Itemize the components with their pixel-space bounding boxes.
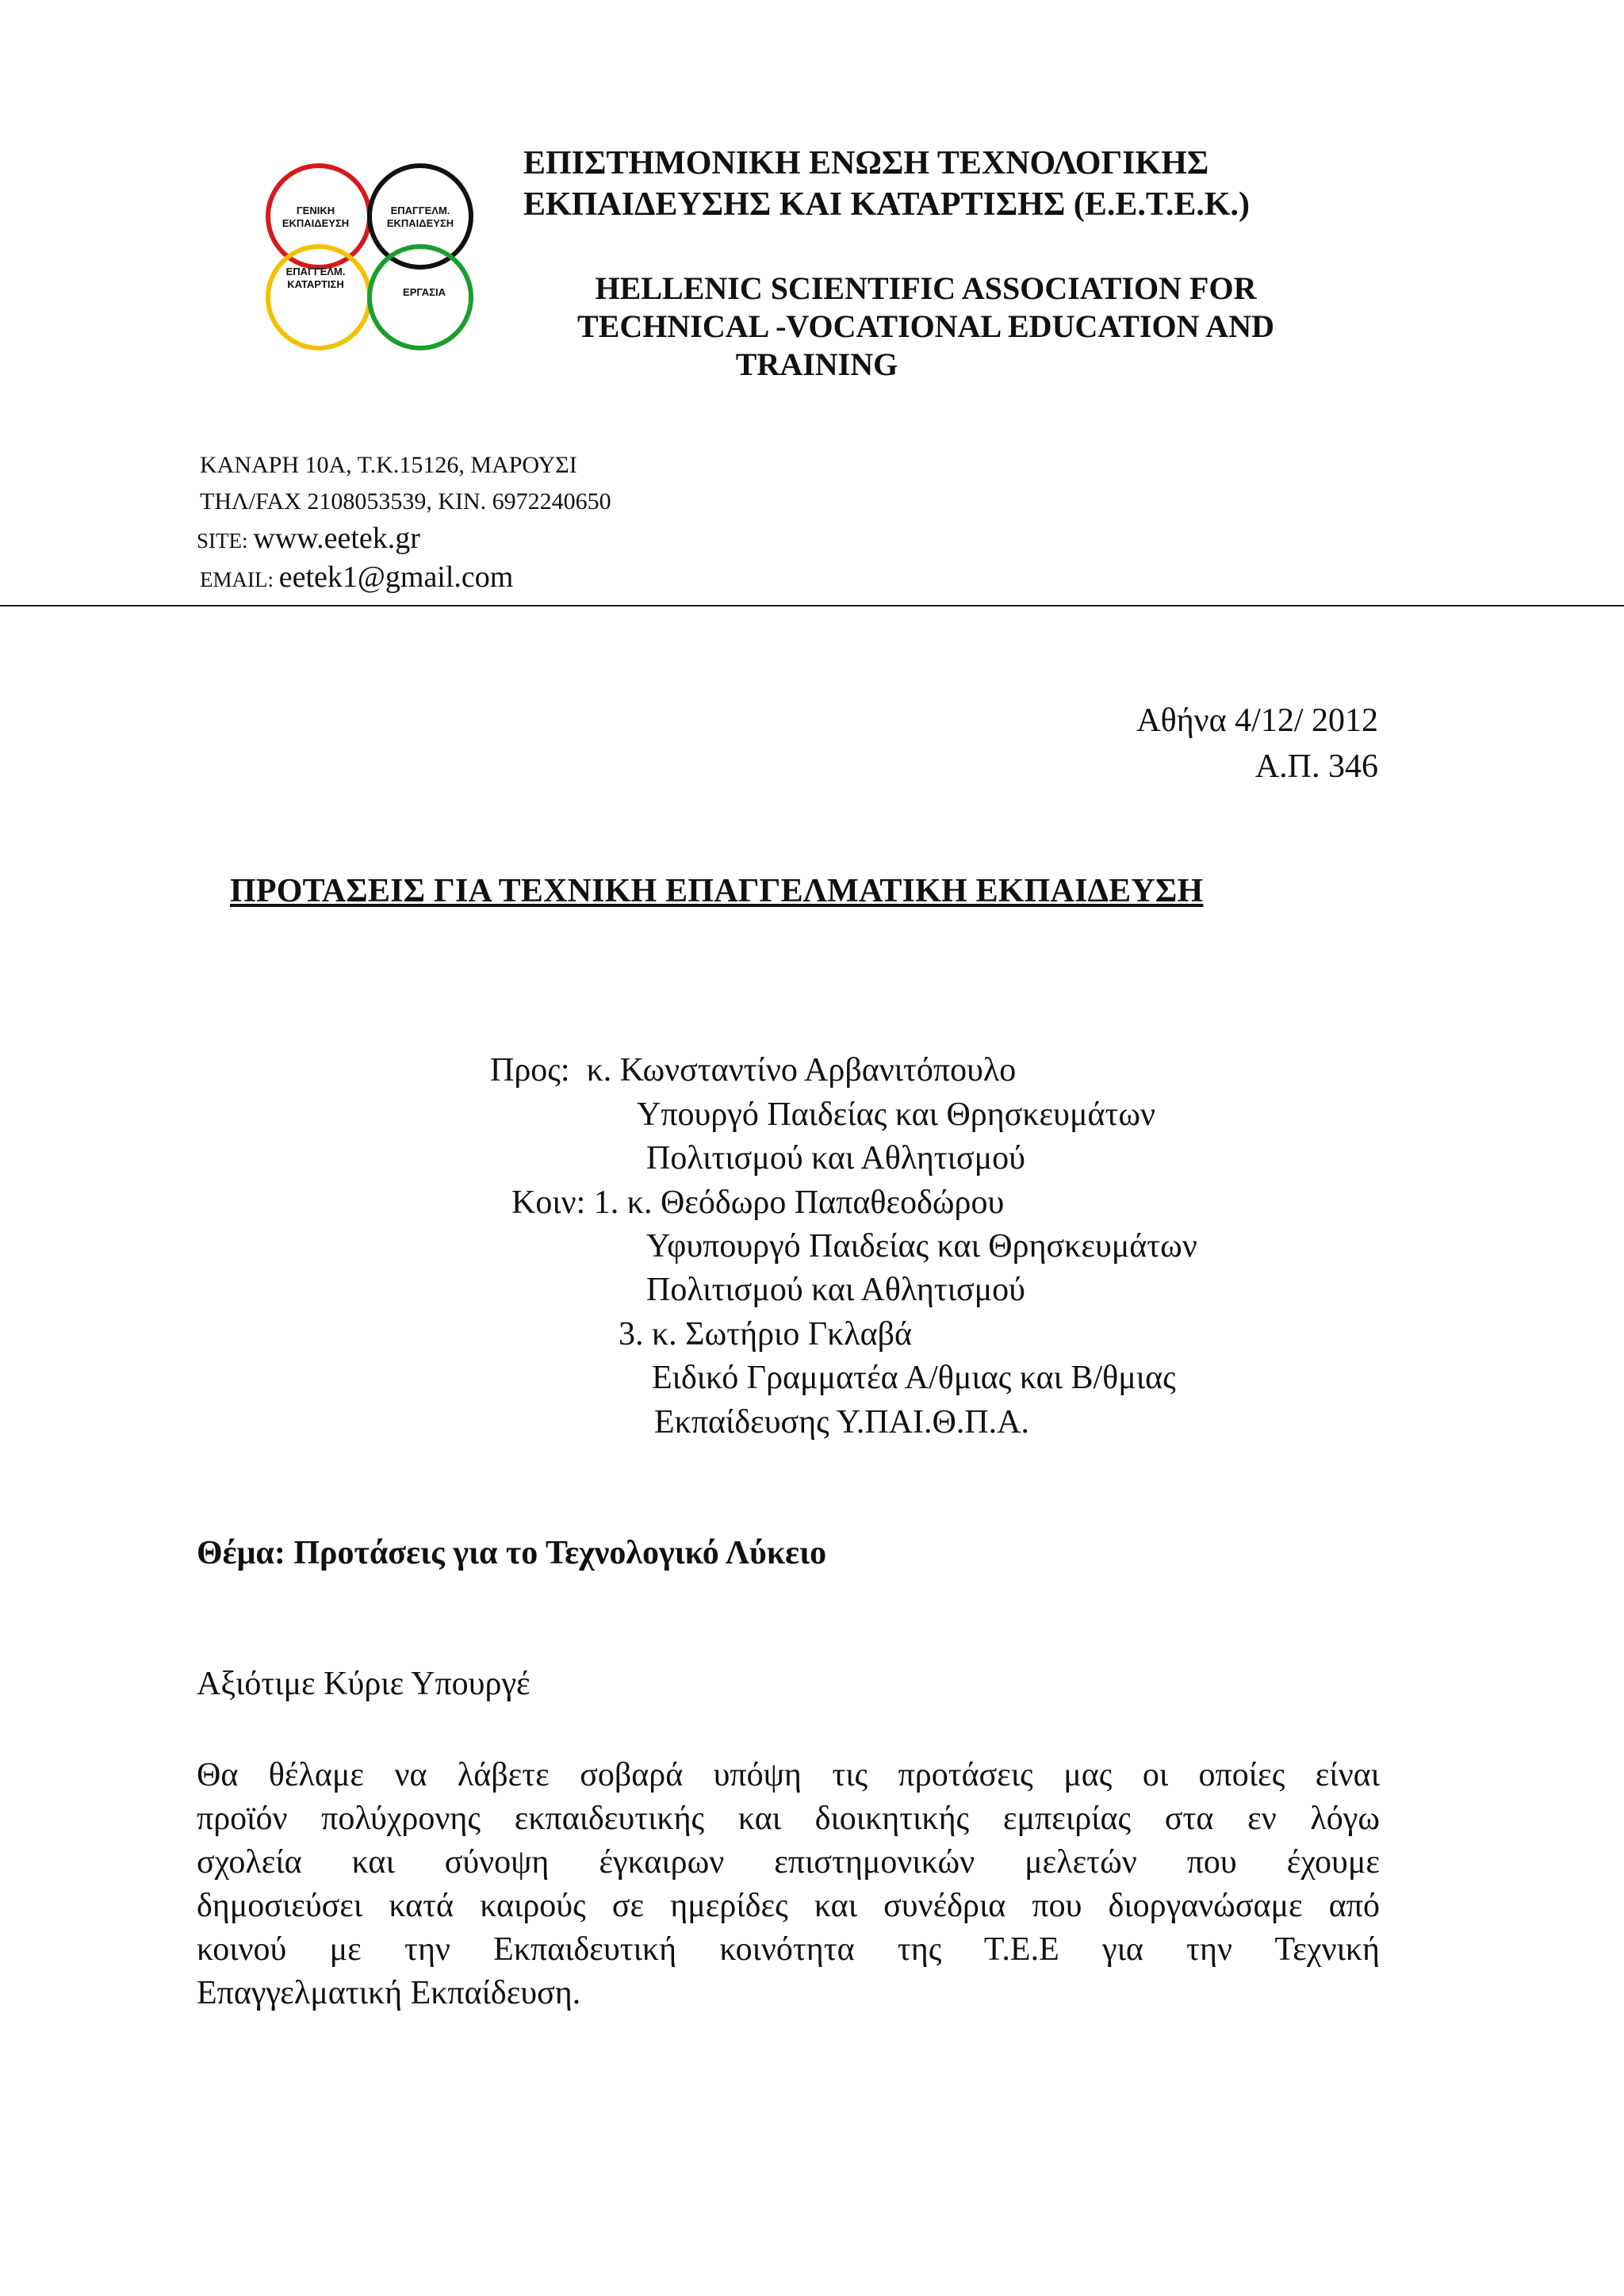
protocol-number: Α.Π. 346 [1254,748,1378,785]
cc1-name: 1. κ. Θεόδωρο Παπαθεοδώρου [593,1184,1005,1221]
contact-email-link[interactable]: eetek1@gmail.com [278,561,514,594]
body-line: προϊόν πολύχρονης εκπαιδευτικής και διοικητικής εμπειρίας στα εν λόγω [197,1800,1380,1837]
contact-address: ΚΑΝΑΡΗ 10Α, Τ.Κ.15126, ΜΑΡΟΥΣΙ [200,452,577,478]
logo-ring-vocational-training [268,247,370,348]
logo-text-vocational-tr-2: ΚΑΤΑΡΤΙΣΗ [287,278,344,290]
org-name-english-line3: TRAINING [735,346,898,382]
logo-text-employment: ΕΡΓΑΣΙΑ [403,286,446,298]
contact-email-label: EMAIL: [200,568,279,591]
cc3-name: 3. κ. Σωτήριο Γκλαβά [619,1316,913,1353]
organization-logo [262,163,492,353]
to-role-line2: Πολιτισμού και Αθλητισμού [646,1140,1025,1177]
body-paragraph [197,1754,1380,2015]
logo-text-vocational-ed-2: ΕΚΠΑΙΔΕΥΣΗ [386,217,454,229]
contact-block [197,447,611,598]
body-line: Επαγγελματική Εκπαίδευση. [197,1975,581,2011]
body-line: κοινού με την Εκπαιδευτική κοινότητα της Τ.Ε.Ε για την Τεχνική [197,1931,1380,1968]
contact-site-label: SITE: [197,529,254,553]
logo-text-general-1: ΓΕΝΙΚΗ [296,205,335,216]
contact-site-link[interactable]: www.eetek.gr [253,522,420,555]
body-line: σχολεία και σύνοψη έγκαιρων επιστημονικών μελετών που έχουμε [197,1844,1380,1881]
cc1-line [511,1181,1004,1225]
contact-email [200,559,611,598]
cc3-role-line2: Εκπαίδευσης Υ.ΠΑΙ.Θ.Π.Α. [654,1404,1029,1441]
to-name: κ. Κωνσταντίνο Αρβανιτόπουλο [586,1052,1017,1089]
document-title: ΠΡΟΤΑΣΕΙΣ ΓΙΑ ΤΕΧΝΙΚΗ ΕΠΑΓΓΕΛΜΑΤΙΚΗ ΕΚΠΑΙΔΕΥΣΗ [230,873,1204,909]
cc3-role-line1: Ειδικό Γραμματέα Α/θμιας και Β/θμιας [652,1360,1176,1396]
org-name-greek [523,143,1396,225]
logo-text-general-2: ΕΚΠΑΙΔΕΥΣΗ [282,217,350,229]
org-name-english-line2: TECHNICAL -VOCATIONAL EDUCATION AND [577,308,1274,344]
cc1-role-line1: Υφυπουργό Παιδείας και Θρησκευμάτων [646,1228,1197,1265]
cc-label: Κοιν: [511,1184,586,1221]
logo-text-vocational-tr-1: ΕΠΑΓΓΕΛΜ. [285,266,346,277]
salutation: Αξιότιμε Κύριε Υπουργέ [197,1666,530,1702]
subject-line: Θέμα: Προτάσεις για το Τεχνολογικό Λύκειο [197,1535,827,1571]
logo-text-vocational-ed-1: ΕΠΑΓΓΕΛΜ. [390,205,450,216]
cc1-role-line2: Πολιτισμού και Αθλητισμού [646,1272,1025,1308]
body-line: δημοσιεύσει κατά καιρούς σε ημερίδες και συνέδρια που διοργανώσαμε από [197,1888,1380,1924]
org-name-english [523,270,1396,384]
logo-ring-general-education [268,166,370,267]
body-line: Θα θέλαμε να λάβετε σοβαρά υπόψη τις προτάσεις μας οι οποίες είναι [197,1757,1380,1793]
to-line [490,1048,1016,1093]
place-date: Αθήνα 4/12/ 2012 [1136,702,1378,739]
to-label: Προς: [490,1052,570,1089]
to-role-line1: Υπουργό Παιδείας και Θρησκευμάτων [637,1096,1155,1133]
date-block [1136,698,1378,790]
org-name-greek-line2: ΕΚΠΑΙΔΕΥΣΗΣ ΚΑΙ ΚΑΤΑΡΤΙΣΗΣ (Ε.Ε.Τ.Ε.Κ.) [523,186,1251,223]
logo-ring-vocational-education [370,166,471,267]
org-name-greek-line1: ΕΠΙΣΤΗΜΟΝΙΚΗ ΕΝΩΣΗ ΤΕΧΝΟΛΟΓΙΚΗΣ [523,145,1209,182]
org-name-english-line1: HELLENIC SCIENTIFIC ASSOCIATION FOR [595,270,1257,306]
contact-phone: ΤΗΛ/FAX 2108053539, ΚΙΝ. 6972240650 [200,488,611,515]
header-divider [0,605,1624,607]
contact-site [197,520,611,559]
